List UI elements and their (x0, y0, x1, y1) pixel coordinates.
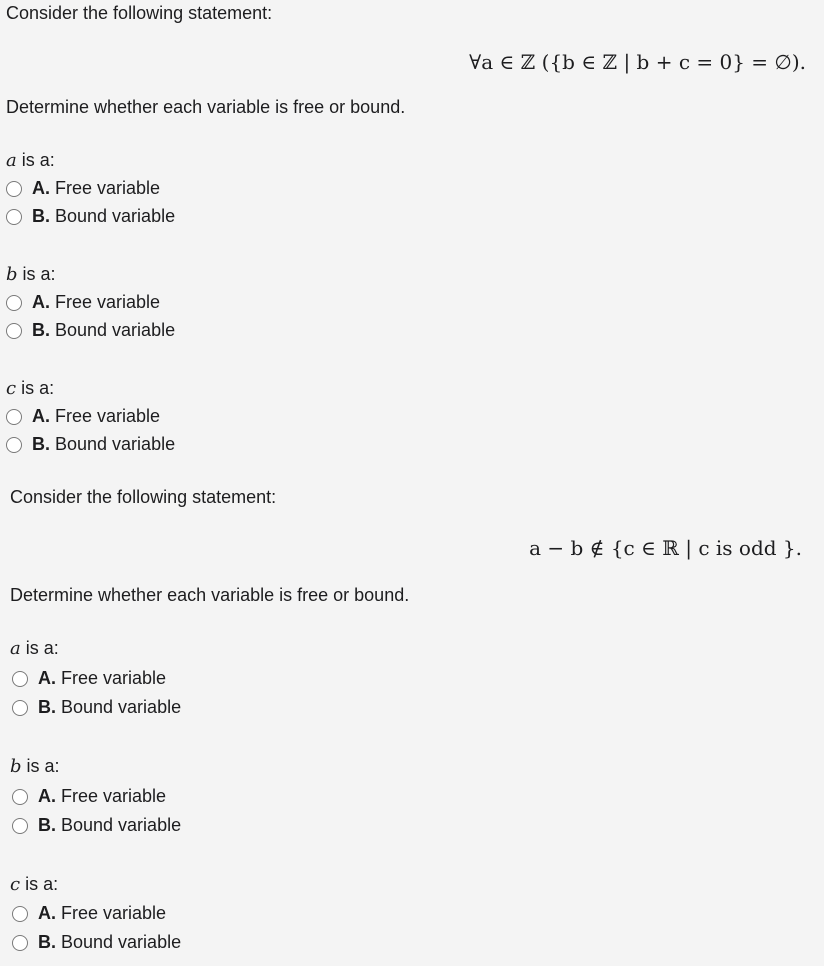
option-text: Bound variable (55, 206, 176, 226)
q2-b-option-bound[interactable] (12, 815, 181, 836)
radio-button[interactable] (6, 323, 22, 339)
q1-part-c-label (6, 378, 54, 399)
option-letter: B. (38, 932, 56, 952)
q1-part-c-prompt: is a: (21, 378, 55, 398)
q1-c-option-free[interactable] (6, 406, 160, 427)
q1-statement: ∀a ∈ ℤ ({b ∈ ℤ | b + c = 0} = ∅). (469, 50, 806, 74)
q1-part-a-label (6, 150, 55, 171)
option-text: Bound variable (55, 434, 176, 454)
q2-b-option-free[interactable] (12, 786, 166, 807)
option-letter: A. (38, 668, 56, 688)
q2-c-option-bound[interactable] (12, 932, 181, 953)
option-letter: B. (32, 206, 50, 226)
option-letter: A. (32, 406, 50, 426)
q2-part-a-label (10, 638, 59, 659)
q2-intro: Consider the following statement: (10, 487, 277, 507)
radio-button[interactable] (12, 789, 28, 805)
option-letter: B. (32, 434, 50, 454)
option-letter: B. (38, 815, 56, 835)
option-text: Bound variable (55, 320, 176, 340)
q1-part-b-label (6, 264, 56, 285)
q1-instruction: Determine whether each variable is free or bound. (6, 97, 406, 117)
q1-intro: Consider the following statement: (6, 3, 273, 23)
option-text: Free variable (61, 903, 167, 923)
radio-button[interactable] (6, 209, 22, 225)
q1-b-option-bound[interactable] (6, 320, 175, 341)
option-letter: A. (38, 903, 56, 923)
q1-part-a-variable: a (6, 150, 17, 171)
q2-part-c-variable: c (10, 874, 21, 895)
option-text: Free variable (55, 178, 161, 198)
q2-a-option-free[interactable] (12, 668, 166, 689)
q1-a-option-bound[interactable] (6, 206, 175, 227)
q1-b-option-free[interactable] (6, 292, 160, 313)
q2-statement: a − b ∉ {c ∈ ℝ | c is odd }. (529, 536, 802, 560)
q2-part-c-prompt: is a: (25, 874, 59, 894)
radio-button[interactable] (6, 181, 22, 197)
radio-button[interactable] (6, 295, 22, 311)
q1-part-b-prompt: is a: (22, 264, 56, 284)
q1-part-c-variable: c (6, 378, 17, 399)
option-letter: A. (32, 292, 50, 312)
q1-part-b-variable: b (6, 264, 18, 285)
radio-button[interactable] (6, 409, 22, 425)
option-letter: B. (38, 697, 56, 717)
q1-a-option-free[interactable] (6, 178, 160, 199)
q2-part-a-variable: a (10, 638, 21, 659)
q2-a-option-bound[interactable] (12, 697, 181, 718)
option-text: Free variable (55, 292, 161, 312)
q2-instruction: Determine whether each variable is free or bound. (10, 585, 410, 605)
q2-c-option-free[interactable] (12, 903, 166, 924)
q1-part-a-prompt: is a: (21, 150, 55, 170)
q2-part-b-variable: b (10, 756, 22, 777)
radio-button[interactable] (12, 935, 28, 951)
option-text: Free variable (61, 786, 167, 806)
option-text: Bound variable (61, 932, 182, 952)
option-text: Free variable (61, 668, 167, 688)
q2-part-b-label (10, 756, 60, 777)
option-text: Free variable (55, 406, 161, 426)
q2-part-b-prompt: is a: (26, 756, 60, 776)
option-letter: B. (32, 320, 50, 340)
option-letter: A. (38, 786, 56, 806)
radio-button[interactable] (12, 700, 28, 716)
radio-button[interactable] (12, 671, 28, 687)
radio-button[interactable] (12, 818, 28, 834)
q1-c-option-bound[interactable] (6, 434, 175, 455)
option-letter: A. (32, 178, 50, 198)
option-text: Bound variable (61, 697, 182, 717)
radio-button[interactable] (6, 437, 22, 453)
q2-part-a-prompt: is a: (25, 638, 59, 658)
q2-part-c-label (10, 874, 58, 895)
option-text: Bound variable (61, 815, 182, 835)
radio-button[interactable] (12, 906, 28, 922)
